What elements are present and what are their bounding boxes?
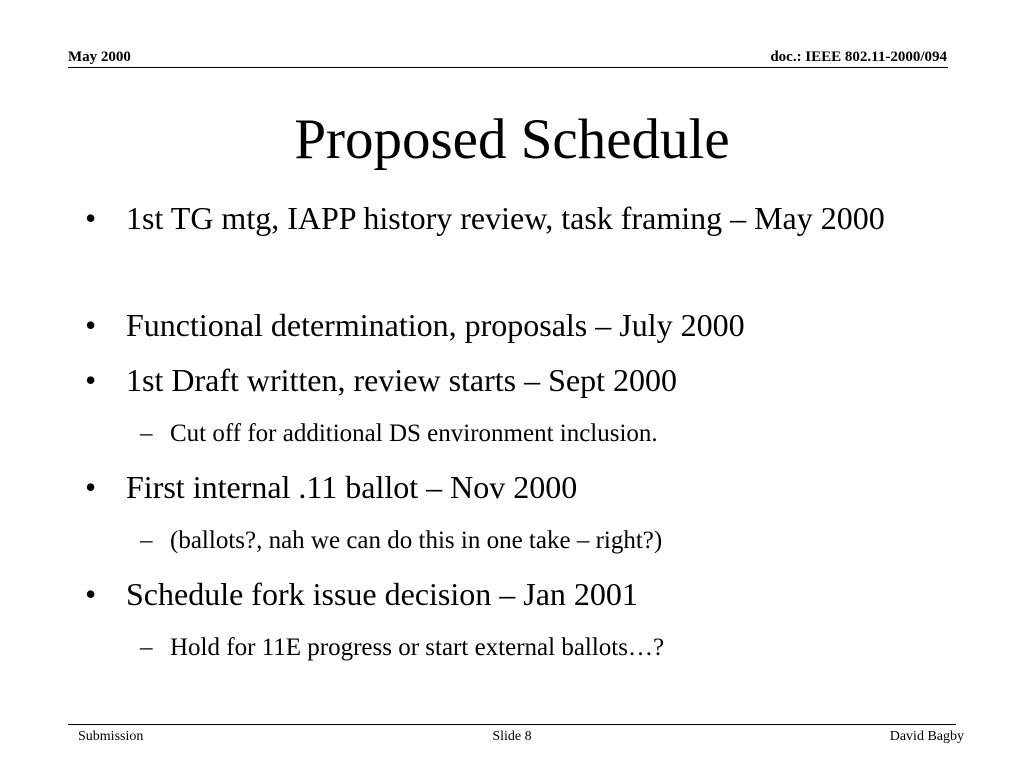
footer-author: David Bagby <box>889 729 964 744</box>
bullet-dot-icon: • <box>85 576 97 612</box>
bullet-item <box>80 358 920 403</box>
dash-icon: – <box>140 420 153 447</box>
bullet-item <box>80 196 920 241</box>
sub-bullet-item <box>140 524 920 558</box>
sub-bullet-text: Cut off for additional DS environment inclusion. <box>170 420 658 447</box>
bullet-item <box>80 465 920 510</box>
bullet-text: 1st Draft written, review starts – Sept 2000 <box>126 362 677 398</box>
bullet-item <box>80 303 920 348</box>
dash-icon: – <box>140 527 153 554</box>
bullet-text: First internal .11 ballot – Nov 2000 <box>126 469 578 505</box>
footer-slide-number: Slide 8 <box>492 729 532 744</box>
bullet-dot-icon: • <box>85 362 97 398</box>
footer-divider <box>68 724 956 725</box>
bullet-dot-icon: • <box>85 200 97 236</box>
bullet-text: Schedule fork issue decision – Jan 2001 <box>126 576 638 612</box>
bullet-dot-icon: • <box>85 307 97 343</box>
bullet-dot-icon: • <box>85 469 97 505</box>
header-doc-id: doc.: IEEE 802.11-2000/094 <box>770 49 947 65</box>
footer-submission: Submission <box>78 729 144 744</box>
bullet-text: Functional determination, proposals – July 2000 <box>126 307 745 343</box>
dash-icon: – <box>140 634 153 661</box>
sub-bullet-text: Hold for 11E progress or start external ballots…? <box>170 634 665 661</box>
sub-bullet-item <box>140 631 920 665</box>
sub-bullet-item <box>140 417 920 451</box>
header-date: May 2000 <box>68 49 131 65</box>
bullet-text: 1st TG mtg, IAPP history review, task framing – May 2000 <box>126 200 885 236</box>
sub-bullet-text: (ballots?, nah we can do this in one take – right?) <box>170 527 663 554</box>
bullet-item <box>80 572 920 617</box>
slide-title: Proposed Schedule <box>294 108 730 171</box>
